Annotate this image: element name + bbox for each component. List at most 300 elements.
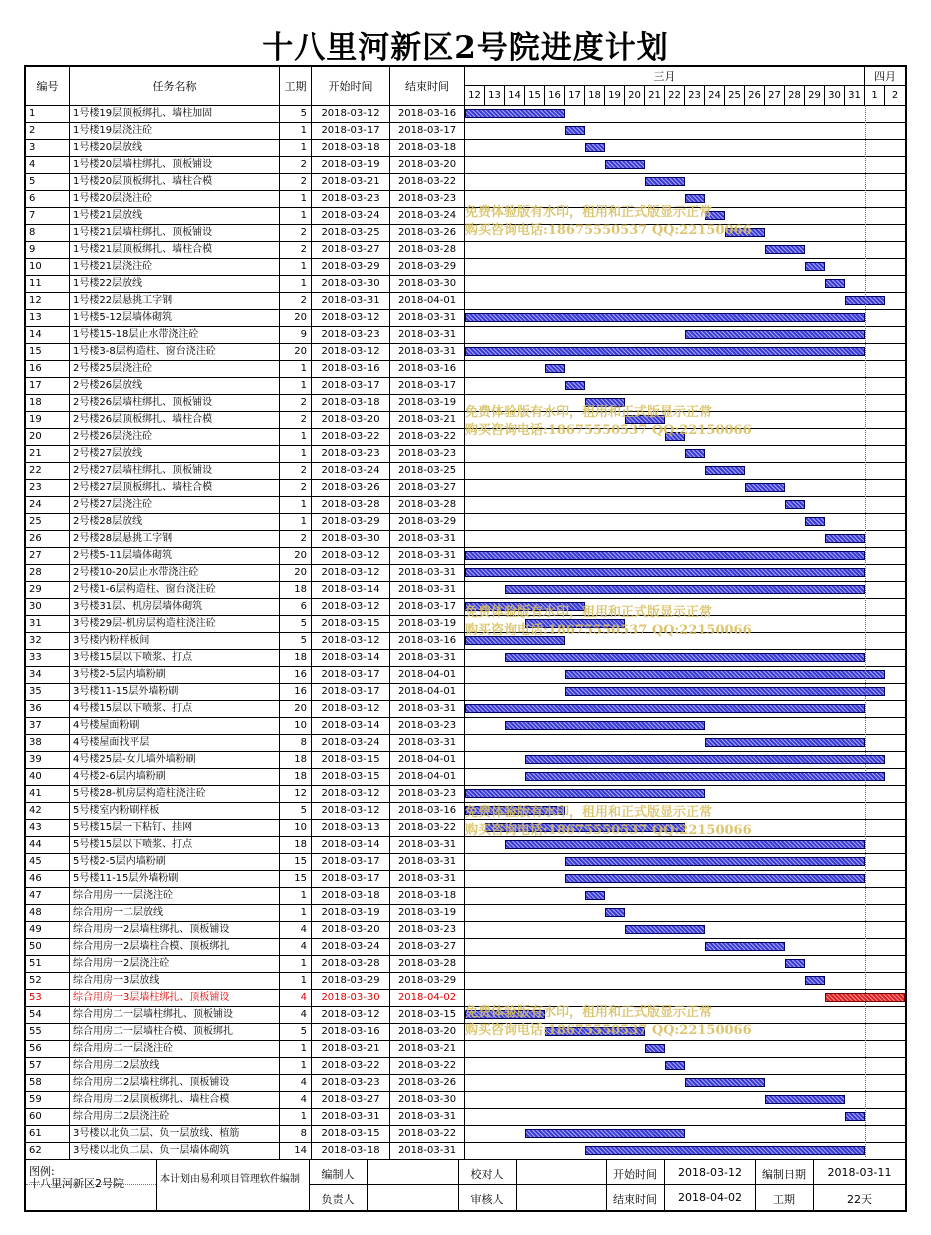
task-start: 2018-03-13 (312, 820, 390, 836)
task-row[interactable] (26, 921, 905, 938)
gantt-bar[interactable] (565, 126, 585, 135)
task-row[interactable] (26, 224, 905, 241)
gantt-bar[interactable] (545, 364, 565, 373)
day-16: 28 (785, 86, 805, 105)
task-start: 2018-03-31 (312, 1109, 390, 1125)
task-row[interactable] (26, 870, 905, 887)
watermark-2a: 免费体验版有水印，租用和正式版显示正常 (465, 405, 713, 420)
task-row[interactable] (26, 564, 905, 581)
task-row[interactable] (26, 1006, 905, 1023)
gantt-bar[interactable] (685, 194, 705, 203)
task-id: 41 (26, 786, 70, 802)
task-duration: 2 (280, 395, 312, 411)
task-end: 2018-03-23 (390, 718, 465, 734)
header-end: 结束时间 (390, 67, 465, 105)
task-row[interactable] (26, 700, 905, 717)
task-row[interactable] (26, 1142, 905, 1159)
watermark-3a: 免费体验版有水印，租用和正式版显示正常 (465, 605, 713, 620)
day-10: 22 (665, 86, 685, 105)
gantt-bar[interactable] (785, 500, 805, 509)
task-name: 2号楼26层放线 (70, 378, 280, 394)
day-8: 20 (625, 86, 645, 105)
task-name: 2号楼27层墙柱绑扎、顶板铺设 (70, 463, 280, 479)
task-end: 2018-03-21 (390, 412, 465, 428)
task-name: 3号楼以北负二层、负一层放线、植筋 (70, 1126, 280, 1142)
task-row[interactable] (26, 292, 905, 309)
task-name: 1号楼20层放线 (70, 140, 280, 156)
gantt-bar[interactable] (505, 653, 865, 662)
task-id: 38 (26, 735, 70, 751)
gantt-bar[interactable] (465, 636, 565, 645)
gantt-bar[interactable] (525, 772, 885, 781)
task-name: 1号楼22层悬挑工字钢 (70, 293, 280, 309)
gantt-bar[interactable] (705, 211, 725, 220)
task-start: 2018-03-29 (312, 259, 390, 275)
task-duration: 1 (280, 361, 312, 377)
task-row[interactable] (26, 547, 905, 564)
task-end: 2018-04-01 (390, 684, 465, 700)
task-row[interactable] (26, 734, 905, 751)
owner-label: 负责人 (321, 1193, 355, 1206)
task-name: 综合用房一3层墙柱绑扎、顶板铺设 (70, 990, 280, 1006)
task-end: 2018-03-17 (390, 378, 465, 394)
task-start: 2018-03-15 (312, 616, 390, 632)
day-21: 2 (891, 90, 899, 101)
task-duration: 8 (280, 1126, 312, 1142)
gantt-bar[interactable] (665, 1061, 685, 1070)
gantt-bar[interactable] (665, 432, 685, 441)
task-duration: 1 (280, 1041, 312, 1057)
task-end: 2018-03-29 (390, 514, 465, 530)
schedule-table (24, 65, 907, 1212)
task-id: 37 (26, 718, 70, 734)
task-duration: 1 (280, 276, 312, 292)
gantt-bar[interactable] (525, 1129, 685, 1138)
gantt-bar[interactable] (585, 143, 605, 152)
task-end: 2018-03-30 (390, 276, 465, 292)
task-start: 2018-03-31 (312, 293, 390, 309)
task-id: 29 (26, 582, 70, 598)
end-value: 2018-04-02 (678, 1191, 742, 1204)
task-name: 综合用房二2层放线 (70, 1058, 280, 1074)
gantt-bar[interactable] (705, 738, 865, 747)
gantt-bar[interactable] (805, 262, 825, 271)
gantt-bar[interactable] (465, 347, 865, 356)
task-row[interactable] (26, 751, 905, 768)
task-id: 8 (26, 225, 70, 241)
task-start: 2018-03-29 (312, 514, 390, 530)
gantt-bar[interactable] (705, 466, 745, 475)
task-id: 7 (26, 208, 70, 224)
task-row[interactable] (26, 1023, 905, 1040)
task-duration: 1 (280, 191, 312, 207)
task-row[interactable] (26, 649, 905, 666)
day-15: 27 (765, 86, 785, 105)
start-label: 开始时间 (613, 1168, 657, 1181)
task-name: 1号楼21层墙柱绑扎、顶板铺设 (70, 225, 280, 241)
gantt-bar[interactable] (505, 840, 865, 849)
task-id: 21 (26, 446, 70, 462)
gantt-bar[interactable] (565, 687, 885, 696)
task-row[interactable] (26, 462, 905, 479)
task-duration: 1 (280, 1058, 312, 1074)
task-duration: 4 (280, 939, 312, 955)
task-id: 54 (26, 1007, 70, 1023)
task-end: 2018-03-17 (390, 599, 465, 615)
task-row[interactable] (26, 972, 905, 989)
task-id: 58 (26, 1075, 70, 1091)
task-id: 43 (26, 820, 70, 836)
gantt-bar[interactable] (805, 976, 825, 985)
task-name: 综合用房一一层浇注砼 (70, 888, 280, 904)
gantt-bar[interactable] (625, 925, 705, 934)
task-duration: 12 (280, 786, 312, 802)
compiler-label: 编制人 (321, 1168, 355, 1181)
task-row[interactable] (26, 632, 905, 649)
task-start: 2018-03-24 (312, 939, 390, 955)
task-row[interactable] (26, 1040, 905, 1057)
gantt-bar[interactable] (465, 109, 565, 118)
gantt-bar[interactable] (745, 483, 785, 492)
task-row[interactable] (26, 207, 905, 224)
day-6: 18 (585, 86, 605, 105)
gantt-bar[interactable] (465, 568, 865, 577)
task-start: 2018-03-23 (312, 1075, 390, 1091)
task-id: 35 (26, 684, 70, 700)
task-row[interactable] (26, 1108, 905, 1125)
task-row[interactable] (26, 241, 905, 258)
gantt-bar[interactable] (465, 1010, 545, 1019)
gantt-bar[interactable] (505, 721, 705, 730)
task-id: 44 (26, 837, 70, 853)
task-row[interactable] (26, 105, 905, 122)
header-start: 开始时间 (312, 67, 390, 105)
gantt-bar[interactable] (825, 279, 845, 288)
gantt-bar[interactable] (585, 1146, 865, 1155)
task-row[interactable] (26, 768, 905, 785)
task-end: 2018-03-16 (390, 106, 465, 122)
task-duration: 5 (280, 616, 312, 632)
gantt-bar[interactable] (845, 1112, 865, 1121)
task-row[interactable] (26, 360, 905, 377)
task-name: 5号楼室内粉刷样板 (70, 803, 280, 819)
gantt-bar[interactable] (565, 381, 585, 390)
task-name: 综合用房二2层墙柱绑扎、顶板铺设 (70, 1075, 280, 1091)
task-row[interactable] (26, 989, 905, 1006)
task-duration: 1 (280, 956, 312, 972)
gantt-bar[interactable] (545, 1027, 645, 1036)
task-id: 42 (26, 803, 70, 819)
gantt-bar[interactable] (605, 160, 645, 169)
gantt-bar[interactable] (525, 755, 885, 764)
task-start: 2018-03-17 (312, 684, 390, 700)
task-duration: 20 (280, 701, 312, 717)
gantt-bar[interactable] (485, 823, 685, 832)
task-start: 2018-03-18 (312, 1143, 390, 1159)
day-3: 15 (525, 86, 545, 105)
task-id: 6 (26, 191, 70, 207)
task-duration: 1 (280, 378, 312, 394)
task-duration: 16 (280, 667, 312, 683)
task-name: 2号楼26层顶板绑扎、墙柱合模 (70, 412, 280, 428)
task-id: 24 (26, 497, 70, 513)
task-end: 2018-03-31 (390, 531, 465, 547)
task-row[interactable] (26, 513, 905, 530)
task-start: 2018-03-14 (312, 837, 390, 853)
task-id: 13 (26, 310, 70, 326)
task-row[interactable] (26, 343, 905, 360)
task-start: 2018-03-27 (312, 242, 390, 258)
task-name: 2号楼1-6层构造柱、窗台浇注砼 (70, 582, 280, 598)
gantt-bar[interactable] (705, 942, 785, 951)
task-id: 60 (26, 1109, 70, 1125)
task-end: 2018-03-31 (390, 701, 465, 717)
gantt-bar[interactable] (505, 585, 865, 594)
task-row[interactable] (26, 326, 905, 343)
task-end: 2018-03-22 (390, 1126, 465, 1142)
checker-label: 校对人 (470, 1168, 504, 1181)
task-start: 2018-03-25 (312, 225, 390, 241)
task-name: 1号楼22层放线 (70, 276, 280, 292)
task-name: 3号楼内粉样板间 (70, 633, 280, 649)
task-duration: 18 (280, 650, 312, 666)
gantt-bar[interactable] (565, 857, 865, 866)
task-row[interactable] (26, 1074, 905, 1091)
task-row[interactable] (26, 309, 905, 326)
task-end: 2018-03-18 (390, 888, 465, 904)
task-duration: 5 (280, 803, 312, 819)
task-name: 1号楼21层顶板绑扎、墙柱合模 (70, 242, 280, 258)
gantt-bar[interactable] (725, 228, 765, 237)
task-duration: 1 (280, 140, 312, 156)
task-end: 2018-03-31 (390, 582, 465, 598)
task-end: 2018-03-18 (390, 140, 465, 156)
task-id: 34 (26, 667, 70, 683)
task-start: 2018-03-29 (312, 973, 390, 989)
task-row[interactable] (26, 530, 905, 547)
task-end: 2018-03-31 (390, 735, 465, 751)
gantt-bar[interactable] (585, 398, 625, 407)
day-4: 16 (545, 86, 565, 105)
gantt-bar[interactable] (645, 1044, 665, 1053)
task-duration: 8 (280, 735, 312, 751)
day-19: 31 (845, 86, 865, 105)
task-row[interactable] (26, 581, 905, 598)
month-march: 三月 (465, 67, 865, 86)
task-end: 2018-03-31 (390, 650, 465, 666)
task-start: 2018-03-23 (312, 191, 390, 207)
task-duration: 2 (280, 174, 312, 190)
task-end: 2018-04-02 (390, 990, 465, 1006)
task-id: 57 (26, 1058, 70, 1074)
task-id: 46 (26, 871, 70, 887)
task-start: 2018-03-30 (312, 990, 390, 1006)
task-end: 2018-03-20 (390, 157, 465, 173)
gantt-bar[interactable] (565, 670, 885, 679)
gantt-bar[interactable] (465, 806, 565, 815)
day-9: 21 (645, 86, 665, 105)
task-start: 2018-03-14 (312, 582, 390, 598)
task-id: 51 (26, 956, 70, 972)
gantt-bar[interactable] (685, 1078, 765, 1087)
task-duration: 1 (280, 208, 312, 224)
task-duration: 2 (280, 412, 312, 428)
task-row[interactable] (26, 615, 905, 632)
task-start: 2018-03-27 (312, 1092, 390, 1108)
task-row[interactable] (26, 173, 905, 190)
gantt-bar[interactable] (465, 551, 865, 560)
task-id: 50 (26, 939, 70, 955)
task-id: 48 (26, 905, 70, 921)
watermark-5a: 免费体验版有水印，租用和正式版显示正常 (465, 1005, 713, 1020)
task-row[interactable] (26, 785, 905, 802)
task-end: 2018-03-25 (390, 463, 465, 479)
task-duration: 4 (280, 1075, 312, 1091)
day-7: 19 (605, 86, 625, 105)
compile-date-value: 2018-03-11 (827, 1166, 892, 1179)
task-id: 45 (26, 854, 70, 870)
gantt-bar[interactable] (605, 908, 625, 917)
task-end: 2018-03-31 (390, 565, 465, 581)
task-id: 32 (26, 633, 70, 649)
gantt-bar[interactable] (625, 415, 665, 424)
task-row[interactable] (26, 122, 905, 139)
task-row[interactable] (26, 377, 905, 394)
task-name: 2号楼27层浇注砼 (70, 497, 280, 513)
task-row[interactable] (26, 819, 905, 836)
task-row[interactable] (26, 836, 905, 853)
task-row[interactable] (26, 258, 905, 275)
task-name: 3号楼以北负二层、负一层墙体砌筑 (70, 1143, 280, 1159)
task-id: 56 (26, 1041, 70, 1057)
task-row[interactable] (26, 496, 905, 513)
task-id: 52 (26, 973, 70, 989)
task-name: 1号楼21层放线 (70, 208, 280, 224)
gantt-bar[interactable] (685, 449, 705, 458)
day-1: 13 (485, 86, 505, 105)
task-end: 2018-03-21 (390, 1041, 465, 1057)
task-name: 4号楼2-6层内墙粉刷 (70, 769, 280, 785)
gantt-bar[interactable] (645, 177, 685, 186)
task-id: 27 (26, 548, 70, 564)
task-row[interactable] (26, 445, 905, 462)
task-row[interactable] (26, 904, 905, 921)
task-end: 2018-03-23 (390, 786, 465, 802)
task-row[interactable] (26, 938, 905, 955)
gantt-bar[interactable] (565, 874, 865, 883)
task-duration: 4 (280, 990, 312, 1006)
task-duration: 2 (280, 293, 312, 309)
task-row[interactable] (26, 479, 905, 496)
watermark-5b: 购买咨询电话:18675550537 QQ:22150066 (465, 1023, 752, 1038)
gantt-bar[interactable] (585, 891, 605, 900)
page-title: 十八里河新区2号院进度计划 (262, 30, 669, 66)
task-name: 5号楼15层一下粘钉、挂网 (70, 820, 280, 836)
task-row[interactable] (26, 394, 905, 411)
watermark-4a: 免费体验版有水印，租用和正式版显示正常 (465, 805, 713, 820)
gantt-bar[interactable] (765, 245, 805, 254)
task-duration: 2 (280, 157, 312, 173)
header-id: 编号 (26, 67, 70, 105)
task-row[interactable] (26, 275, 905, 292)
gantt-bar[interactable] (465, 704, 865, 713)
task-start: 2018-03-12 (312, 106, 390, 122)
task-name: 3号楼29层-机房层构造柱浇注砼 (70, 616, 280, 632)
task-name: 综合用房一2层墙柱合模、顶板绑扎 (70, 939, 280, 955)
task-id: 12 (26, 293, 70, 309)
task-row[interactable] (26, 598, 905, 615)
task-row[interactable] (26, 1091, 905, 1108)
task-id: 33 (26, 650, 70, 666)
task-row[interactable] (26, 717, 905, 734)
task-row[interactable] (26, 683, 905, 700)
task-id: 3 (26, 140, 70, 156)
task-row[interactable] (26, 887, 905, 904)
gantt-bar[interactable] (685, 330, 865, 339)
day-5: 17 (565, 86, 585, 105)
task-row[interactable] (26, 802, 905, 819)
task-duration: 5 (280, 633, 312, 649)
task-name: 2号楼27层顶板绑扎、墙柱合模 (70, 480, 280, 496)
gantt-bar[interactable] (465, 313, 865, 322)
task-row[interactable] (26, 156, 905, 173)
task-start: 2018-03-17 (312, 871, 390, 887)
project-name: 十八里河新区2号院 (29, 1177, 124, 1190)
task-id: 17 (26, 378, 70, 394)
task-id: 9 (26, 242, 70, 258)
task-duration: 1 (280, 259, 312, 275)
task-row[interactable] (26, 411, 905, 428)
day-13: 25 (725, 86, 745, 105)
gantt-bar[interactable] (805, 517, 825, 526)
task-duration: 4 (280, 922, 312, 938)
task-duration: 9 (280, 327, 312, 343)
gantt-bar[interactable] (785, 959, 805, 968)
gantt-bar[interactable] (465, 602, 585, 611)
task-row[interactable] (26, 139, 905, 156)
task-name: 综合用房二2层顶板绑扎、墙柱合模 (70, 1092, 280, 1108)
gantt-bar[interactable] (525, 619, 625, 628)
task-start: 2018-03-28 (312, 497, 390, 513)
watermark-4b: 购买咨询电话:18675550537 QQ:22150066 (465, 823, 752, 838)
gantt-bar[interactable] (465, 789, 705, 798)
task-start: 2018-03-30 (312, 531, 390, 547)
task-duration: 20 (280, 565, 312, 581)
task-row[interactable] (26, 1125, 905, 1142)
task-row[interactable] (26, 853, 905, 870)
task-end: 2018-03-31 (390, 344, 465, 360)
start-value: 2018-03-12 (678, 1166, 742, 1179)
task-name: 3号楼11-15层外墙粉刷 (70, 684, 280, 700)
task-id: 25 (26, 514, 70, 530)
task-start: 2018-03-12 (312, 803, 390, 819)
task-row[interactable] (26, 955, 905, 972)
task-duration: 15 (280, 871, 312, 887)
task-row[interactable] (26, 666, 905, 683)
task-name: 1号楼20层顶板绑扎、墙柱合模 (70, 174, 280, 190)
task-id: 53 (26, 990, 70, 1006)
task-row[interactable] (26, 428, 905, 445)
task-duration: 14 (280, 1143, 312, 1159)
task-name: 2号楼5-11层墙体砌筑 (70, 548, 280, 564)
gantt-bar[interactable] (825, 534, 865, 543)
task-row[interactable] (26, 1057, 905, 1074)
legend-label: 图例: (29, 1165, 55, 1178)
task-row[interactable] (26, 190, 905, 207)
task-start: 2018-03-28 (312, 956, 390, 972)
task-name: 2号楼10-20层止水带浇注砼 (70, 565, 280, 581)
gantt-bar[interactable] (765, 1095, 845, 1104)
